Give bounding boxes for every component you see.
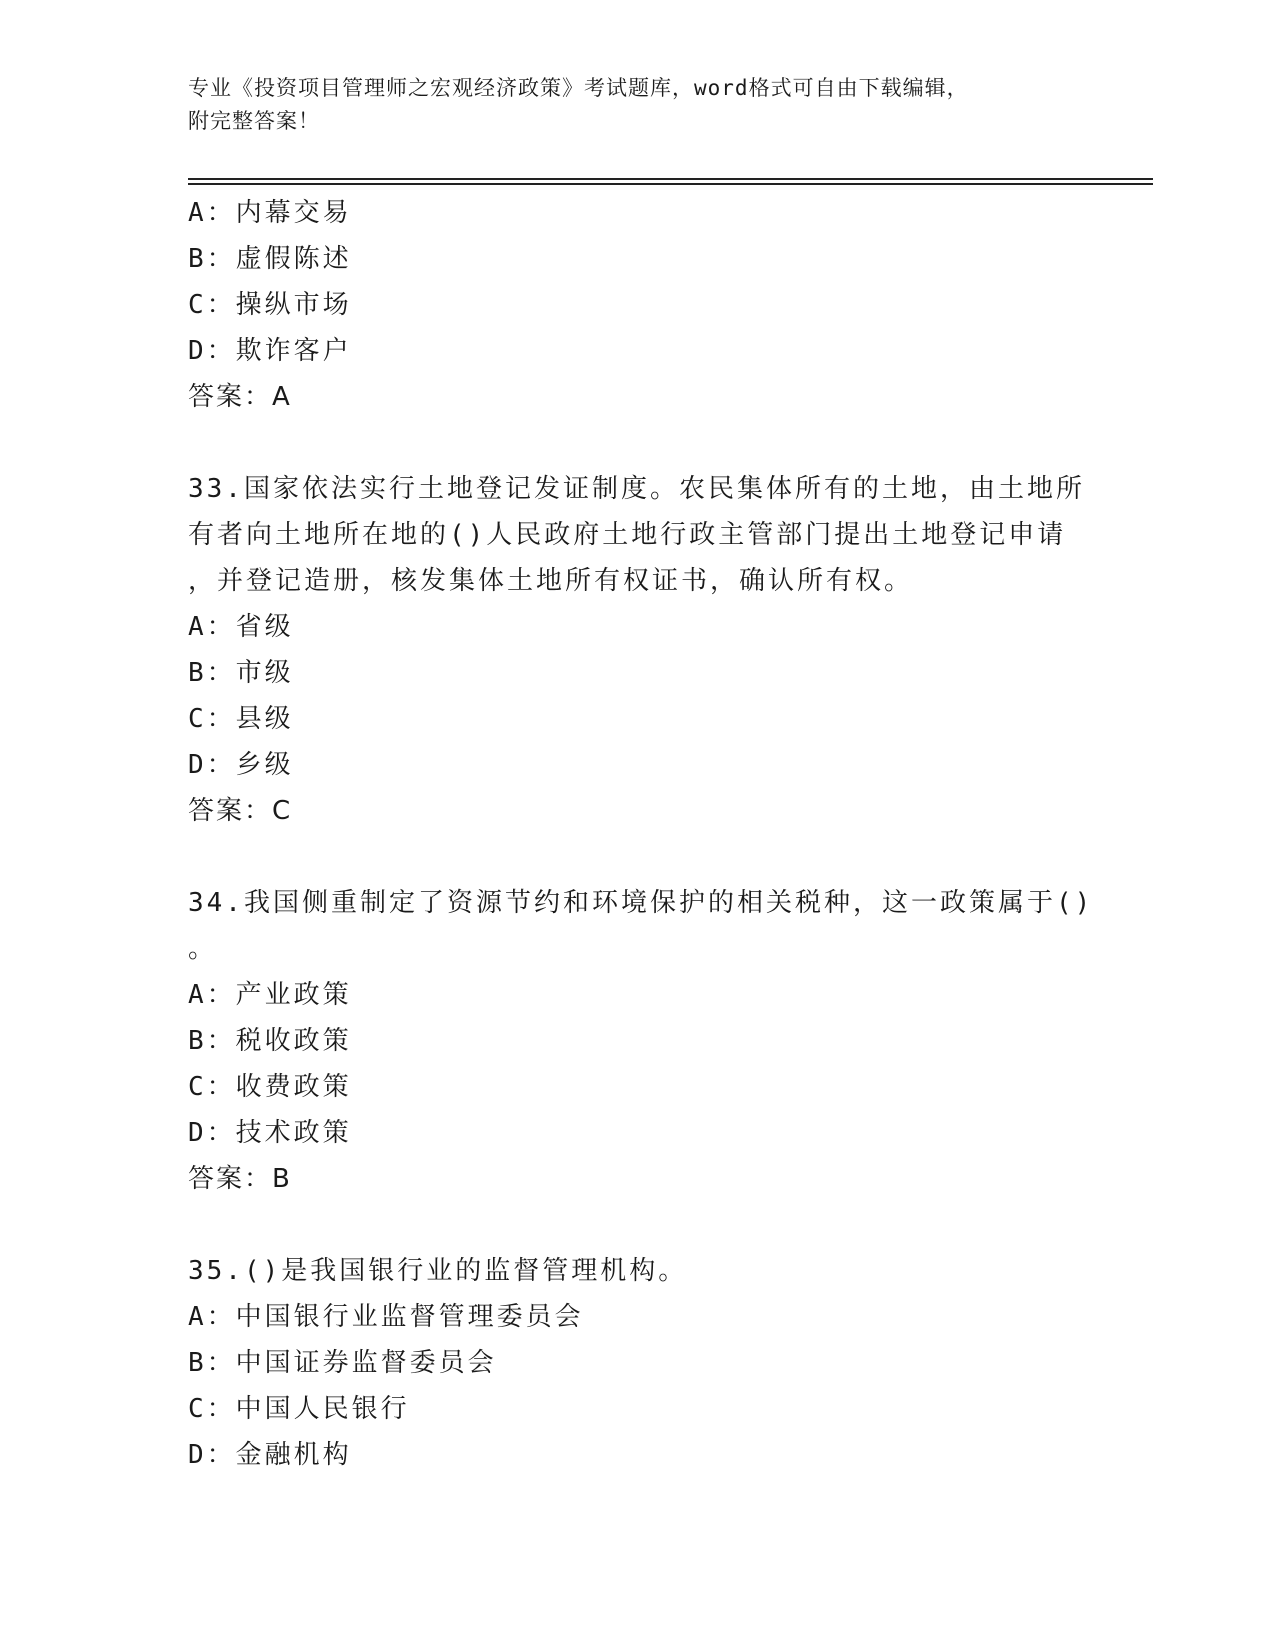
answer-label: 答案：A [188,382,292,412]
spacer [188,420,1088,466]
header-line-1: 专业《投资项目管理师之宏观经济政策》考试题库，word格式可自由下载编辑， [188,76,969,100]
question-34 [188,880,1094,1202]
option-a: A：中国银行业监督管理委员会 [188,1302,584,1332]
option-d: D：金融机构 [188,1440,352,1470]
question-text-line: 34.我国侧重制定了资源节约和环境保护的相关税种，这一政策属于() [188,888,1094,918]
option-b: B：虚假陈述 [188,244,352,274]
question-text-line: 有者向土地所在地的()人民政府土地行政主管部门提出土地登记申请 [188,520,1067,550]
option-c: C：收费政策 [188,1072,352,1102]
question-32-continued [188,190,1088,420]
option-d: D：乡级 [188,750,294,780]
question-text-line: 33.国家依法实行土地登记发证制度。农民集体所有的土地，由土地所 [188,474,1085,504]
option-d: D：欺诈客户 [188,336,352,366]
option-d: D：技术政策 [188,1118,352,1148]
question-text-line: ，并登记造册，核发集体土地所有权证书，确认所有权。 [188,566,914,596]
header-line-2: 附完整答案！ [188,109,320,133]
question-35 [188,1248,1088,1478]
option-b: B：中国证券监督委员会 [188,1348,497,1378]
question-list [188,190,1094,1478]
spacer [188,1202,1088,1248]
option-c: C：县级 [188,704,294,734]
header-divider-bottom [188,183,1153,185]
question-text-line: 35.()是我国银行业的监督管理机构。 [188,1256,688,1286]
option-b: B：税收政策 [188,1026,352,1056]
option-a: A：内幕交易 [188,198,352,228]
option-b: B：市级 [188,658,294,688]
option-a: A：产业政策 [188,980,352,1010]
question-33 [188,466,1088,834]
question-text-line: 。 [188,934,218,964]
spacer [188,834,1088,880]
header-divider-top [188,178,1153,180]
document-header [188,72,1088,138]
answer-label: 答案：B [188,1164,292,1194]
answer-label: 答案：C [188,796,293,826]
option-c: C：操纵市场 [188,290,352,320]
option-a: A：省级 [188,612,294,642]
option-c: C：中国人民银行 [188,1394,410,1424]
